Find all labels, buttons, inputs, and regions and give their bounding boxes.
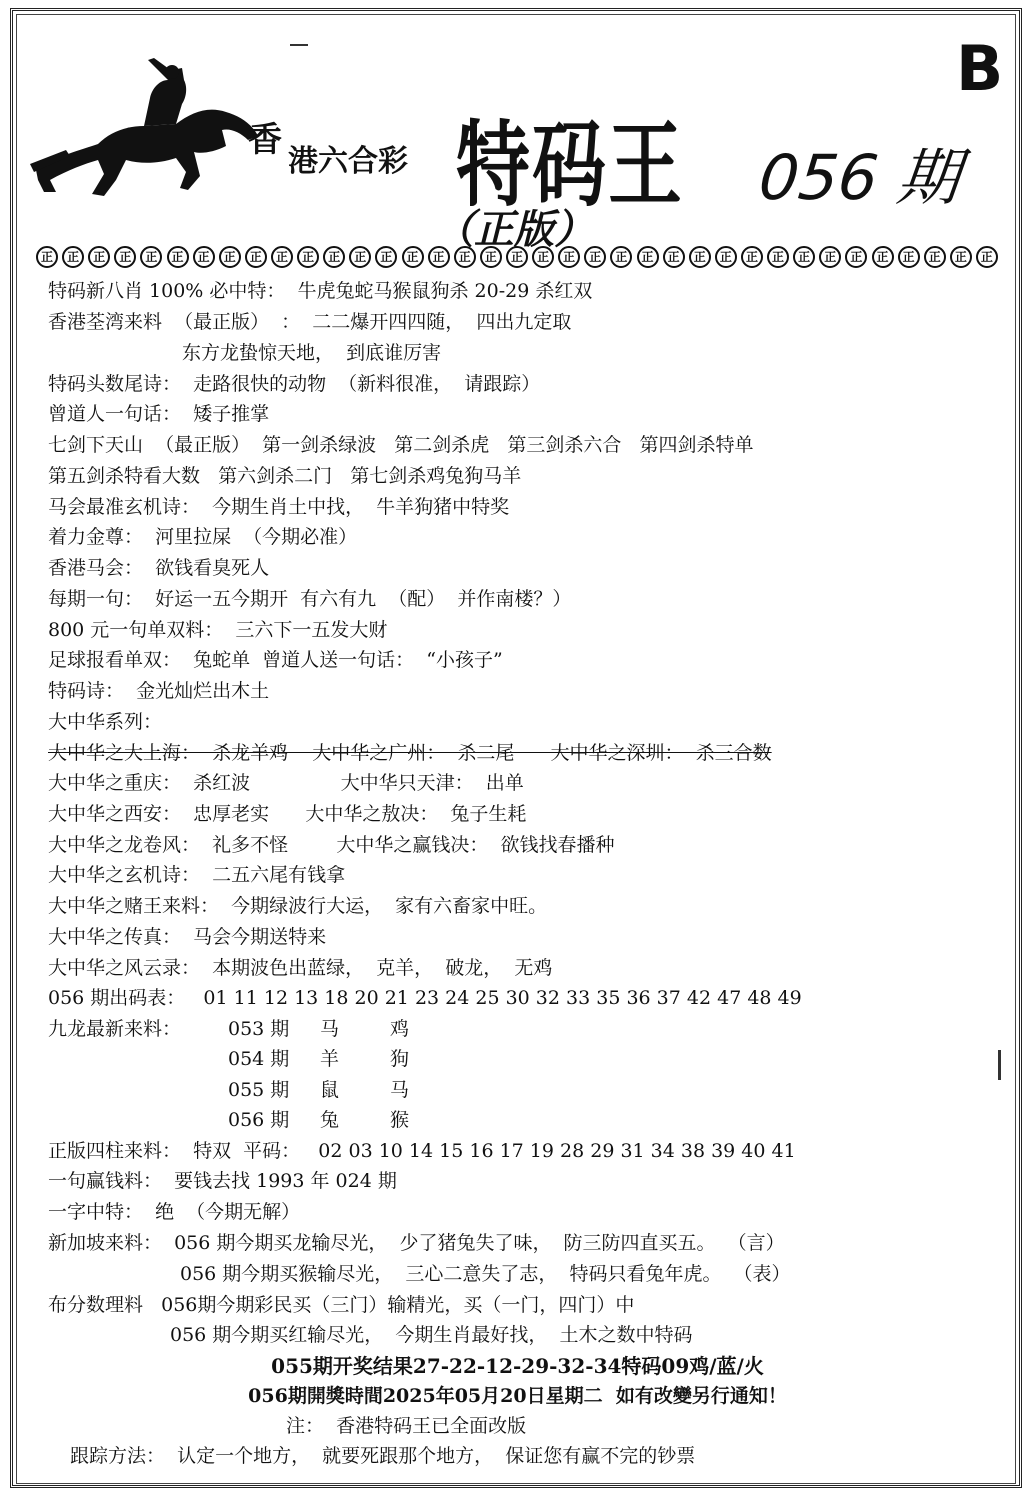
line-football: 足球报看单双： 兔蛇单 曾道人送一句话： “小孩子” (48, 649, 503, 671)
jiulong-zodiac-b: 狗 (390, 1048, 410, 1070)
line-dzh-xuanji: 大中华之玄机诗： 二五六尾有钱拿 (48, 864, 346, 886)
stamp-zheng-icon: 正 (219, 246, 241, 268)
stamp-zheng-icon: 正 (454, 246, 476, 268)
stamp-zheng-icon: 正 (845, 246, 867, 268)
line-bufen-2: 056 期今期买红输尽光， 今期生肖最好找， 土木之数中特码 (170, 1324, 693, 1346)
stamp-zheng-icon: 正 (402, 246, 424, 268)
line-bufen: 布分数理料 056期今期彩民买（三门）输精光，买（一门，四门）中 (48, 1294, 635, 1316)
stamp-zheng-icon: 正 (323, 246, 345, 268)
tracking-method: 跟踪方法： 认定一个地方， 就要死跟那个地方， 保证您有赢不完的钞票 (70, 1445, 696, 1467)
stamp-zheng-icon: 正 (637, 246, 659, 268)
stamp-zheng-icon: 正 (36, 246, 58, 268)
stamp-zheng-icon: 正 (245, 246, 267, 268)
stamp-zheng-icon: 正 (610, 246, 632, 268)
line-meiqi: 每期一句： 好运一五今期开 有六有九 （配） 并作南楼？） (48, 588, 572, 610)
brand-char-xiang: 香 (248, 120, 282, 160)
stamp-zheng-icon: 正 (114, 246, 136, 268)
stamp-zheng-icon: 正 (898, 246, 920, 268)
stamp-zheng-icon: 正 (428, 246, 450, 268)
line-hk-mahui: 香港马会： 欲钱看臭死人 (48, 557, 270, 579)
line-dzh-duwang: 大中华之赌王来料： 今期绿波行大运， 家有六畜家中旺。 (48, 895, 548, 917)
stamp-zheng-icon: 正 (349, 246, 371, 268)
jiulong-period: 054 期 (228, 1048, 290, 1070)
line-seven-swords: 七剑下天山 （最正版） 第一剑杀绿波 第二剑杀虎 第三剑杀六合 第四剑杀特单 (48, 434, 754, 456)
stamp-zheng-icon: 正 (741, 246, 763, 268)
line-quanwan: 香港荃湾来料 （最正版） ： 二二爆开四四随， 四出九定取 (48, 311, 572, 333)
jiulong-zodiac-a: 马 (320, 1018, 340, 1040)
jiulong-zodiac-b: 猴 (390, 1109, 410, 1131)
note-line: 注： 香港特码王已全面改版 (286, 1415, 527, 1437)
stamp-zheng-icon: 正 (872, 246, 894, 268)
stamp-zheng-icon: 正 (62, 246, 84, 268)
stamp-zheng-icon: 正 (976, 246, 998, 268)
line-jiulong-title: 九龙最新来料： (48, 1018, 182, 1040)
line-singapore-2: 056 期今期买猴输尽光， 三心二意失了志， 特码只看兔年虎。 （表） (180, 1263, 791, 1285)
line-chu-ma-biao: 056 期出码表： 01 11 12 13 18 20 21 23 24 25 30 32 33 35 36 37 42 47 48 49 (48, 987, 802, 1009)
stamp-zheng-icon: 正 (924, 246, 946, 268)
jiulong-zodiac-b: 马 (390, 1079, 410, 1101)
line-singapore: 新加坡来料： 056 期今期买龙输尽光， 少了猪兔失了味， 防三防四直买五。 （言） (48, 1232, 785, 1254)
stamp-zheng-icon: 正 (167, 246, 189, 268)
stamp-zheng-icon: 正 (663, 246, 685, 268)
line-dzh-longjuanfeng: 大中华之龙卷风： 礼多不怪 大中华之赢钱决： 欲钱找春播种 (48, 834, 615, 856)
stamp-zheng-icon: 正 (480, 246, 502, 268)
line-800: 800 元一句单双料： 三六下一五发大财 (48, 619, 388, 641)
issue-number: 056 期 (755, 141, 964, 214)
jiulong-zodiac-a: 兔 (320, 1109, 340, 1131)
jiulong-period: 055 期 (228, 1079, 290, 1101)
line-zeng-daoren: 曾道人一句话： 矮子推掌 (48, 403, 270, 425)
line-quanwan-2: 东方龙蛰惊天地， 到底谁厉害 (182, 342, 442, 364)
stamp-row (36, 246, 998, 268)
line-te-ma-ba-xiao: 特码新八肖 100% 必中特： 牛虎兔蛇马猴鼠狗杀 20-29 杀红双 (48, 280, 593, 302)
brand-lottery-name: 港六合彩 (288, 144, 408, 179)
stamp-zheng-icon: 正 (375, 246, 397, 268)
line-dzh-fengyun: 大中华之风云录： 本期波色出蓝绿， 克羊， 破龙， 无鸡 (48, 957, 553, 979)
line-dzh-shanghai: 大中华之大上海： 杀龙羊鸡 大中华之广州： 杀二尾 大中华之深圳： 杀三合数 (48, 742, 772, 764)
line-dzh-chongqing: 大中华之重庆： 杀红波 大中华只天津： 出单 (48, 772, 524, 794)
jiulong-zodiac-b: 鸡 (390, 1018, 410, 1040)
line-sizhu: 正版四柱来料： 特双 平码： 02 03 10 14 15 16 17 19 28 29 31 34 38 39 40 41 (48, 1140, 796, 1162)
stamp-zheng-icon: 正 (558, 246, 580, 268)
line-dzh-series: 大中华系列： (48, 711, 163, 733)
line-dzh-chuanzhen: 大中华之传真： 马会今期送特来 (48, 926, 327, 948)
jiulong-zodiac-a: 鼠 (320, 1079, 340, 1101)
stamp-zheng-icon: 正 (767, 246, 789, 268)
stamp-zheng-icon: 正 (506, 246, 528, 268)
corner-letter: B (956, 32, 1004, 105)
horse-rider-icon (26, 52, 261, 202)
stamp-zheng-icon: 正 (193, 246, 215, 268)
jiulong-period: 056 期 (228, 1109, 290, 1131)
line-yingqian: 一句赢钱料： 要钱去找 1993 年 024 期 (48, 1170, 397, 1192)
line-poem: 特码头数尾诗： 走路很快的动物 （新料很准， 请跟踪） (48, 373, 541, 395)
stamp-zheng-icon: 正 (271, 246, 293, 268)
line-dzh-xian: 大中华之西安： 忠厚老实 大中华之敖决： 兔子生耗 (48, 803, 527, 825)
draw-result: 055期开奖结果27-22-12-29-32-34特码09鸡/蓝/火 (271, 1354, 764, 1378)
scan-mark (998, 1050, 1001, 1080)
stamp-zheng-icon: 正 (689, 246, 711, 268)
line-yizi: 一字中特： 绝 （今期无解） (48, 1201, 301, 1223)
brand-title: 特码王 (456, 112, 684, 220)
line-jinzun: 着力金尊： 河里拉屎 （今期必准） (48, 526, 358, 548)
stamp-zheng-icon: 正 (88, 246, 110, 268)
line-te-ma-poem: 特码诗： 金光灿烂出木土 (48, 680, 270, 702)
stamp-zheng-icon: 正 (819, 246, 841, 268)
stamp-zheng-icon: 正 (140, 246, 162, 268)
stamp-zheng-icon: 正 (297, 246, 319, 268)
stamp-zheng-icon: 正 (793, 246, 815, 268)
jiulong-zodiac-a: 羊 (320, 1048, 340, 1070)
stamp-zheng-icon: 正 (532, 246, 554, 268)
stamp-zheng-icon: 正 (715, 246, 737, 268)
stamp-zheng-icon: 正 (950, 246, 972, 268)
jiulong-period: 053 期 (228, 1018, 290, 1040)
edition-label: （正版） (434, 206, 594, 253)
draw-time: 056期開獎時間2025年05月20日星期二 如有改變另行通知！ (248, 1385, 787, 1407)
stamp-zheng-icon: 正 (584, 246, 606, 268)
line-seven-swords-2: 第五剑杀特看大数 第六剑杀二门 第七剑杀鸡兔狗马羊 (48, 465, 522, 487)
line-mahui-poem: 马会最准玄机诗： 今期生肖土中找， 牛羊狗猪中特奖 (48, 496, 510, 518)
scan-mark (290, 44, 308, 46)
